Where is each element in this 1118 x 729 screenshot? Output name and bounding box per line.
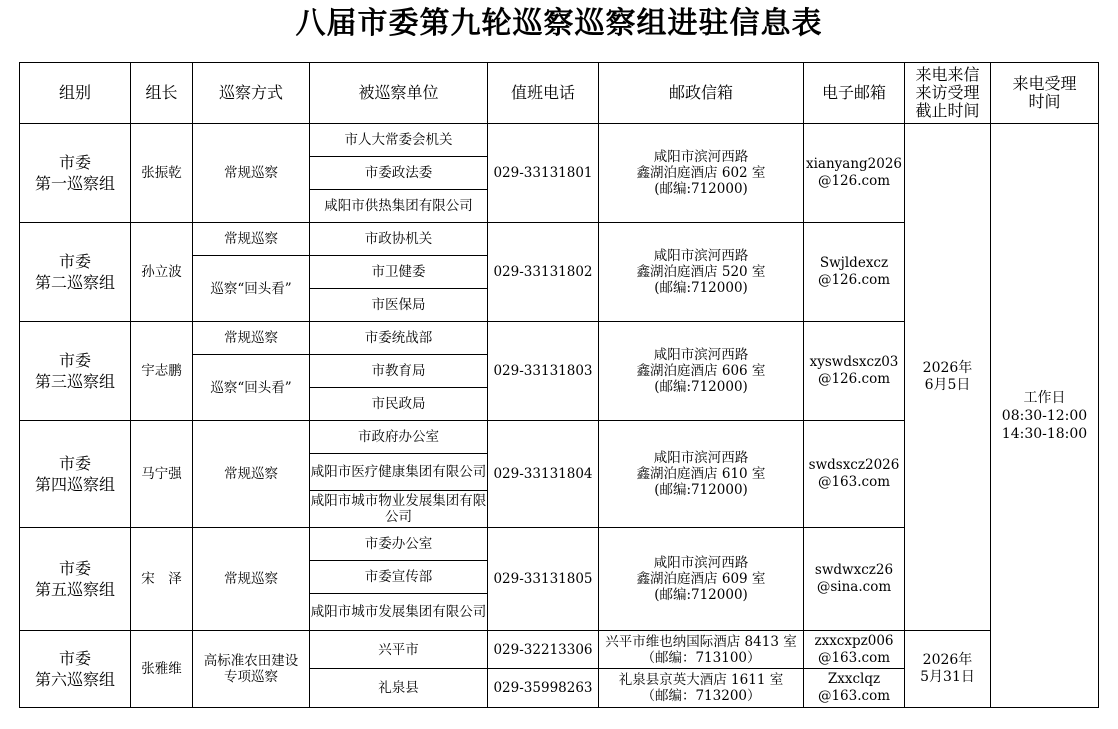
postal-line1: 咸阳市滨河西路	[653, 555, 749, 571]
postal-line2: （邮编：713100）	[641, 649, 761, 666]
postal-line3: (邮编:712000)	[654, 181, 748, 197]
group-name-line2: 第一巡察组	[34, 174, 115, 193]
postal-address	[599, 631, 804, 669]
postal-address	[599, 669, 804, 708]
group-leader: 马宁强	[131, 421, 193, 528]
email-address	[804, 322, 905, 421]
hours-days: 工作日	[1023, 389, 1066, 406]
deadline-year: 2026年	[922, 360, 973, 376]
inspected-unit: 市医保局	[310, 289, 488, 322]
duty-phone: 029-33131803	[488, 322, 599, 421]
reception-hours-cell	[991, 124, 1099, 708]
email-address	[804, 421, 905, 528]
duty-phone: 029-32213306	[488, 631, 599, 669]
email-line2: @126.com	[817, 371, 891, 387]
inspected-unit: 市政府办公室	[310, 421, 488, 454]
email-address	[804, 631, 905, 669]
group-name	[20, 124, 131, 223]
postal-line3: (邮编:712000)	[654, 379, 748, 395]
email-line2: @126.com	[817, 173, 891, 189]
email-line1: Zxxclqz	[827, 671, 881, 687]
duty-phone: 029-35998263	[488, 669, 599, 708]
inspected-unit: 市卫健委	[310, 256, 488, 289]
postal-line3: (邮编:712000)	[654, 280, 748, 296]
postal-address	[599, 124, 804, 223]
group-name-line2: 第五巡察组	[34, 580, 115, 599]
email-line1: xianyang2026	[805, 156, 903, 172]
group-name-line1: 市委	[58, 559, 91, 578]
email-line2: @163.com	[817, 474, 891, 490]
header-unit: 被巡察单位	[310, 63, 488, 124]
deadline-date: 5月31日	[920, 669, 975, 685]
group-name	[20, 421, 131, 528]
group-leader: 张振乾	[131, 124, 193, 223]
header-deadline-line1: 来电来信	[915, 65, 980, 84]
group-name-line1: 市委	[58, 649, 91, 668]
postal-line2: 鑫湖泊庭酒店 606 室	[636, 363, 766, 379]
duty-phone: 029-33131802	[488, 223, 599, 322]
postal-line2: 鑫湖泊庭酒店 609 室	[636, 571, 766, 587]
header-deadline-line2: 来访受理	[915, 83, 980, 102]
deadline-date: 6月5日	[924, 377, 971, 393]
inspection-method: 常规巡察	[193, 223, 310, 256]
postal-line2: （邮编：713200）	[641, 688, 761, 704]
email-line1: zxxcxpz006	[814, 632, 894, 649]
page-title: 八届市委第九轮巡察巡察组进驻信息表	[295, 6, 823, 41]
inspected-unit: 咸阳市城市发展集团有限公司	[310, 594, 488, 631]
group-name-line1: 市委	[58, 351, 91, 370]
header-hours-line2: 时间	[1028, 92, 1061, 111]
email-line1: swdsxcz2026	[808, 457, 900, 473]
group-leader: 孙立波	[131, 223, 193, 322]
inspected-unit: 咸阳市城市物业发展集团有限公司	[310, 491, 488, 528]
group-name	[20, 528, 131, 631]
inspected-unit: 礼泉县	[310, 669, 488, 708]
duty-phone: 029-33131801	[488, 124, 599, 223]
inspection-method	[193, 631, 310, 708]
header-phone: 值班电话	[488, 63, 599, 124]
group-name-line2: 第三巡察组	[34, 372, 115, 391]
postal-address	[599, 322, 804, 421]
inspection-method: 常规巡察	[193, 124, 310, 223]
header-leader: 组长	[131, 63, 193, 124]
postal-line2: 鑫湖泊庭酒店 602 室	[636, 165, 766, 181]
inspection-method: 巡察“回头看”	[193, 256, 310, 322]
inspection-method: 常规巡察	[193, 322, 310, 355]
email-line2: @sina.com	[816, 579, 892, 595]
deadline-cell	[905, 124, 991, 631]
group-name-line1: 市委	[58, 454, 91, 473]
email-address	[804, 124, 905, 223]
header-postal: 邮政信箱	[599, 63, 804, 124]
postal-line2: 鑫湖泊庭酒店 610 室	[636, 466, 766, 482]
header-method: 巡察方式	[193, 63, 310, 124]
duty-phone: 029-33131804	[488, 421, 599, 528]
inspected-unit: 市委政法委	[310, 157, 488, 190]
inspected-unit: 咸阳市医疗健康集团有限公司	[310, 454, 488, 491]
email-line2: @126.com	[817, 272, 891, 288]
postal-address	[599, 528, 804, 631]
group-name	[20, 223, 131, 322]
inspected-unit: 兴平市	[310, 631, 488, 669]
email-line1: swdwxcz26	[814, 562, 894, 578]
group-name	[20, 322, 131, 421]
table-row	[20, 124, 1099, 157]
group-leader: 宇志鹏	[131, 322, 193, 421]
group-name-line2: 第四巡察组	[34, 475, 115, 494]
email-line2: @163.com	[817, 688, 891, 704]
email-line1: Swjldexcz	[819, 255, 889, 271]
group-name-line2: 第六巡察组	[34, 670, 115, 689]
postal-line1: 咸阳市滨河西路	[653, 347, 749, 363]
postal-line1: 咸阳市滨河西路	[653, 248, 749, 264]
inspected-unit: 市民政局	[310, 388, 488, 421]
inspected-unit: 市委统战部	[310, 322, 488, 355]
postal-line1: 兴平市维也纳国际酒店 8413 室	[605, 633, 797, 650]
inspected-unit: 咸阳市供热集团有限公司	[310, 190, 488, 223]
postal-line3: (邮编:712000)	[654, 482, 748, 498]
inspection-method: 巡察“回头看”	[193, 355, 310, 421]
deadline-cell	[905, 631, 991, 708]
email-address	[804, 528, 905, 631]
header-deadline-line3: 截止时间	[915, 101, 980, 120]
hours-afternoon: 14:30-18:00	[1001, 425, 1088, 442]
header-row	[20, 63, 1099, 124]
postal-line1: 咸阳市滨河西路	[653, 450, 749, 466]
table-row	[20, 631, 1099, 669]
group-name-line1: 市委	[58, 153, 91, 172]
postal-address	[599, 223, 804, 322]
inspection-info-table	[19, 62, 1099, 708]
group-name-line1: 市委	[58, 252, 91, 271]
hours-morning: 08:30-12:00	[1001, 407, 1088, 424]
inspected-unit: 市政协机关	[310, 223, 488, 256]
inspection-method: 常规巡察	[193, 528, 310, 631]
inspected-unit: 市人大常委会机关	[310, 124, 488, 157]
method-line2: 专项巡察	[224, 669, 278, 685]
group-leader: 宋 泽	[131, 528, 193, 631]
header-group: 组别	[20, 63, 131, 124]
deadline-year: 2026年	[922, 652, 973, 668]
postal-line2: 鑫湖泊庭酒店 520 室	[636, 264, 766, 280]
email-address	[804, 223, 905, 322]
header-hours	[991, 63, 1099, 124]
duty-phone: 029-33131805	[488, 528, 599, 631]
inspection-method: 常规巡察	[193, 421, 310, 528]
inspected-unit: 市教育局	[310, 355, 488, 388]
header-deadline	[905, 63, 991, 124]
group-name	[20, 631, 131, 708]
inspected-unit: 市委办公室	[310, 528, 488, 561]
email-address	[804, 669, 905, 708]
postal-address	[599, 421, 804, 528]
header-email: 电子邮箱	[804, 63, 905, 124]
email-line2: @163.com	[817, 649, 891, 666]
inspected-unit: 市委宣传部	[310, 561, 488, 594]
postal-line1: 礼泉县京英大酒店 1611 室	[618, 672, 784, 688]
group-leader: 张雅维	[131, 631, 193, 708]
method-line1: 高标准农田建设	[203, 653, 299, 669]
group-name-line2: 第二巡察组	[34, 273, 115, 292]
postal-line3: (邮编:712000)	[654, 587, 748, 603]
postal-line1: 咸阳市滨河西路	[653, 149, 749, 165]
header-hours-line1: 来电受理	[1012, 74, 1077, 93]
email-line1: xyswdsxcz03	[809, 354, 899, 370]
